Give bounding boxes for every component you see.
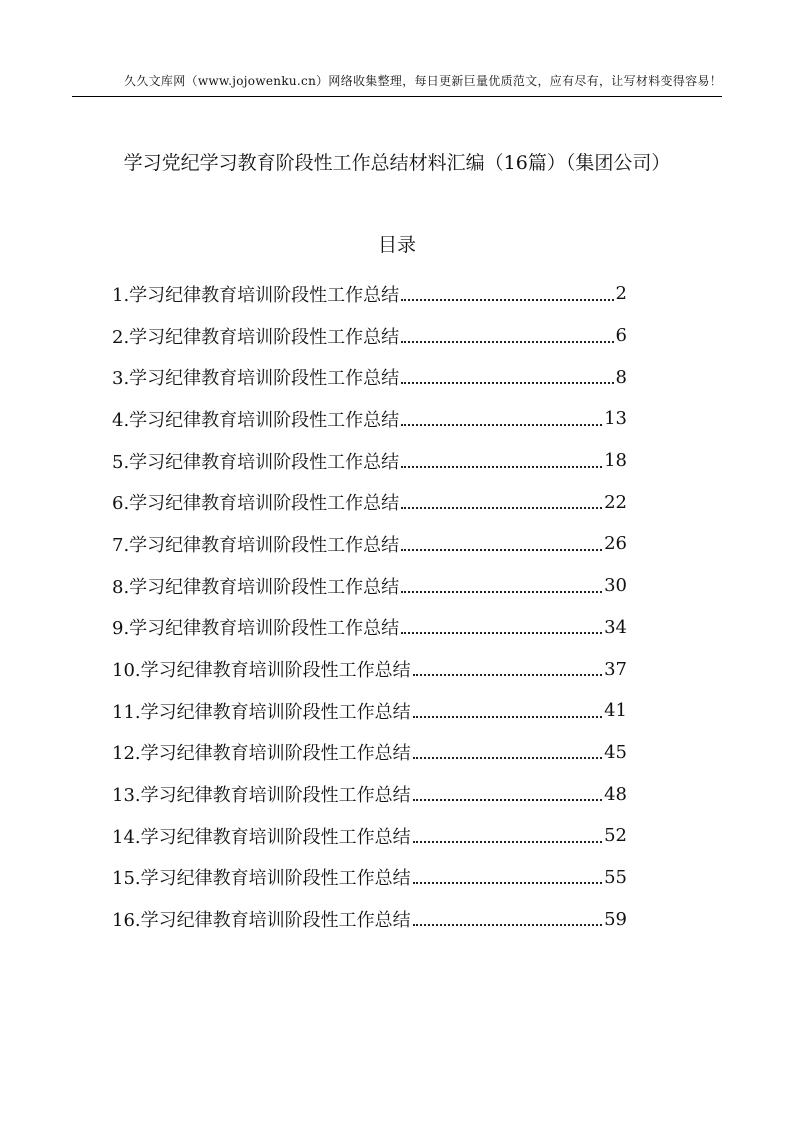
toc-entry-title: 2.学习纪律教育培训阶段性工作总结 — [112, 326, 400, 348]
toc-entry[interactable] — [112, 607, 627, 649]
dot-leader — [401, 341, 613, 343]
toc-entry[interactable] — [112, 523, 627, 565]
toc-entry[interactable] — [112, 690, 627, 732]
toc-entry-title: 6.学习纪律教育培训阶段性工作总结 — [112, 493, 400, 515]
toc-heading: 目录 — [377, 234, 416, 256]
toc-entry[interactable] — [112, 315, 627, 357]
toc-entry-page-number: 26 — [604, 533, 627, 555]
toc-entry-title: 11.学习纪律教育培训阶段性工作总结 — [112, 701, 411, 723]
toc-entry-title: 5.学习纪律教育培训阶段性工作总结 — [112, 451, 400, 473]
dot-leader — [401, 299, 613, 301]
toc-entry[interactable] — [112, 815, 627, 857]
toc-entry-page-number: 37 — [604, 658, 627, 680]
toc-entry[interactable] — [112, 898, 627, 940]
dot-leader — [401, 591, 602, 593]
dot-leader — [413, 757, 602, 759]
toc-entry[interactable] — [112, 648, 627, 690]
dot-leader — [401, 424, 602, 426]
toc-entry-title: 10.学习纪律教育培训阶段性工作总结 — [112, 660, 411, 682]
dot-leader — [413, 841, 602, 843]
toc-entry-title: 7.学习纪律教育培训阶段性工作总结 — [112, 534, 400, 556]
dot-leader — [413, 799, 602, 801]
dot-leader — [401, 507, 602, 509]
toc-entry-page-number: 13 — [604, 408, 627, 430]
toc-entry[interactable] — [112, 440, 627, 482]
toc-entry-page-number: 55 — [604, 866, 627, 888]
toc-entry-page-number: 48 — [604, 783, 627, 805]
dot-leader — [413, 674, 602, 676]
toc-entry-page-number: 45 — [604, 741, 627, 763]
toc-entry-title: 8.学习纪律教育培训阶段性工作总结 — [112, 576, 400, 598]
toc-entry-page-number: 18 — [604, 450, 627, 472]
toc-entry[interactable] — [112, 398, 627, 440]
toc-entry[interactable] — [112, 273, 627, 315]
toc-entry[interactable] — [112, 481, 627, 523]
header-divider — [72, 96, 722, 97]
toc-entry-title: 4.学习纪律教育培训阶段性工作总结 — [112, 409, 400, 431]
toc-entry-title: 9.学习纪律教育培训阶段性工作总结 — [112, 618, 400, 640]
toc-entry-page-number: 8 — [615, 366, 627, 388]
dot-leader — [413, 924, 602, 926]
toc-entry[interactable] — [112, 356, 627, 398]
toc-entry-page-number: 34 — [604, 616, 627, 638]
page-header: 久久文库网（www.jojowenku.cn）网络收集整理，每日更新巨量优质范文，应有尽有，让写材料变得容易！ — [124, 74, 722, 88]
toc-entry-page-number: 6 — [615, 325, 627, 347]
dot-leader — [413, 716, 602, 718]
toc-entry-title: 16.学习纪律教育培训阶段性工作总结 — [112, 910, 411, 932]
toc-entry[interactable] — [112, 732, 627, 774]
table-of-contents — [112, 273, 627, 940]
toc-entry-page-number: 22 — [604, 491, 627, 513]
toc-entry-title: 14.学习纪律教育培训阶段性工作总结 — [112, 826, 411, 848]
dot-leader — [401, 382, 613, 384]
toc-entry[interactable] — [112, 565, 627, 607]
toc-entry-title: 12.学习纪律教育培训阶段性工作总结 — [112, 743, 411, 765]
toc-entry[interactable] — [112, 857, 627, 899]
dot-leader — [413, 882, 602, 884]
toc-entry[interactable] — [112, 773, 627, 815]
toc-entry-page-number: 30 — [604, 575, 627, 597]
toc-entry-page-number: 52 — [604, 825, 627, 847]
toc-entry-title: 15.学习纪律教育培训阶段性工作总结 — [112, 868, 411, 890]
dot-leader — [401, 549, 602, 551]
document-title: 学习党纪学习教育阶段性工作总结材料汇编（16篇）（集团公司） — [123, 152, 671, 174]
toc-entry-page-number: 59 — [604, 908, 627, 930]
toc-entry-title: 13.学习纪律教育培训阶段性工作总结 — [112, 785, 411, 807]
toc-entry-page-number: 41 — [604, 700, 627, 722]
dot-leader — [401, 466, 602, 468]
toc-entry-page-number: 2 — [615, 283, 627, 305]
dot-leader — [401, 632, 602, 634]
toc-entry-title: 1.学习纪律教育培训阶段性工作总结 — [112, 284, 400, 306]
toc-entry-title: 3.学习纪律教育培训阶段性工作总结 — [112, 368, 400, 390]
